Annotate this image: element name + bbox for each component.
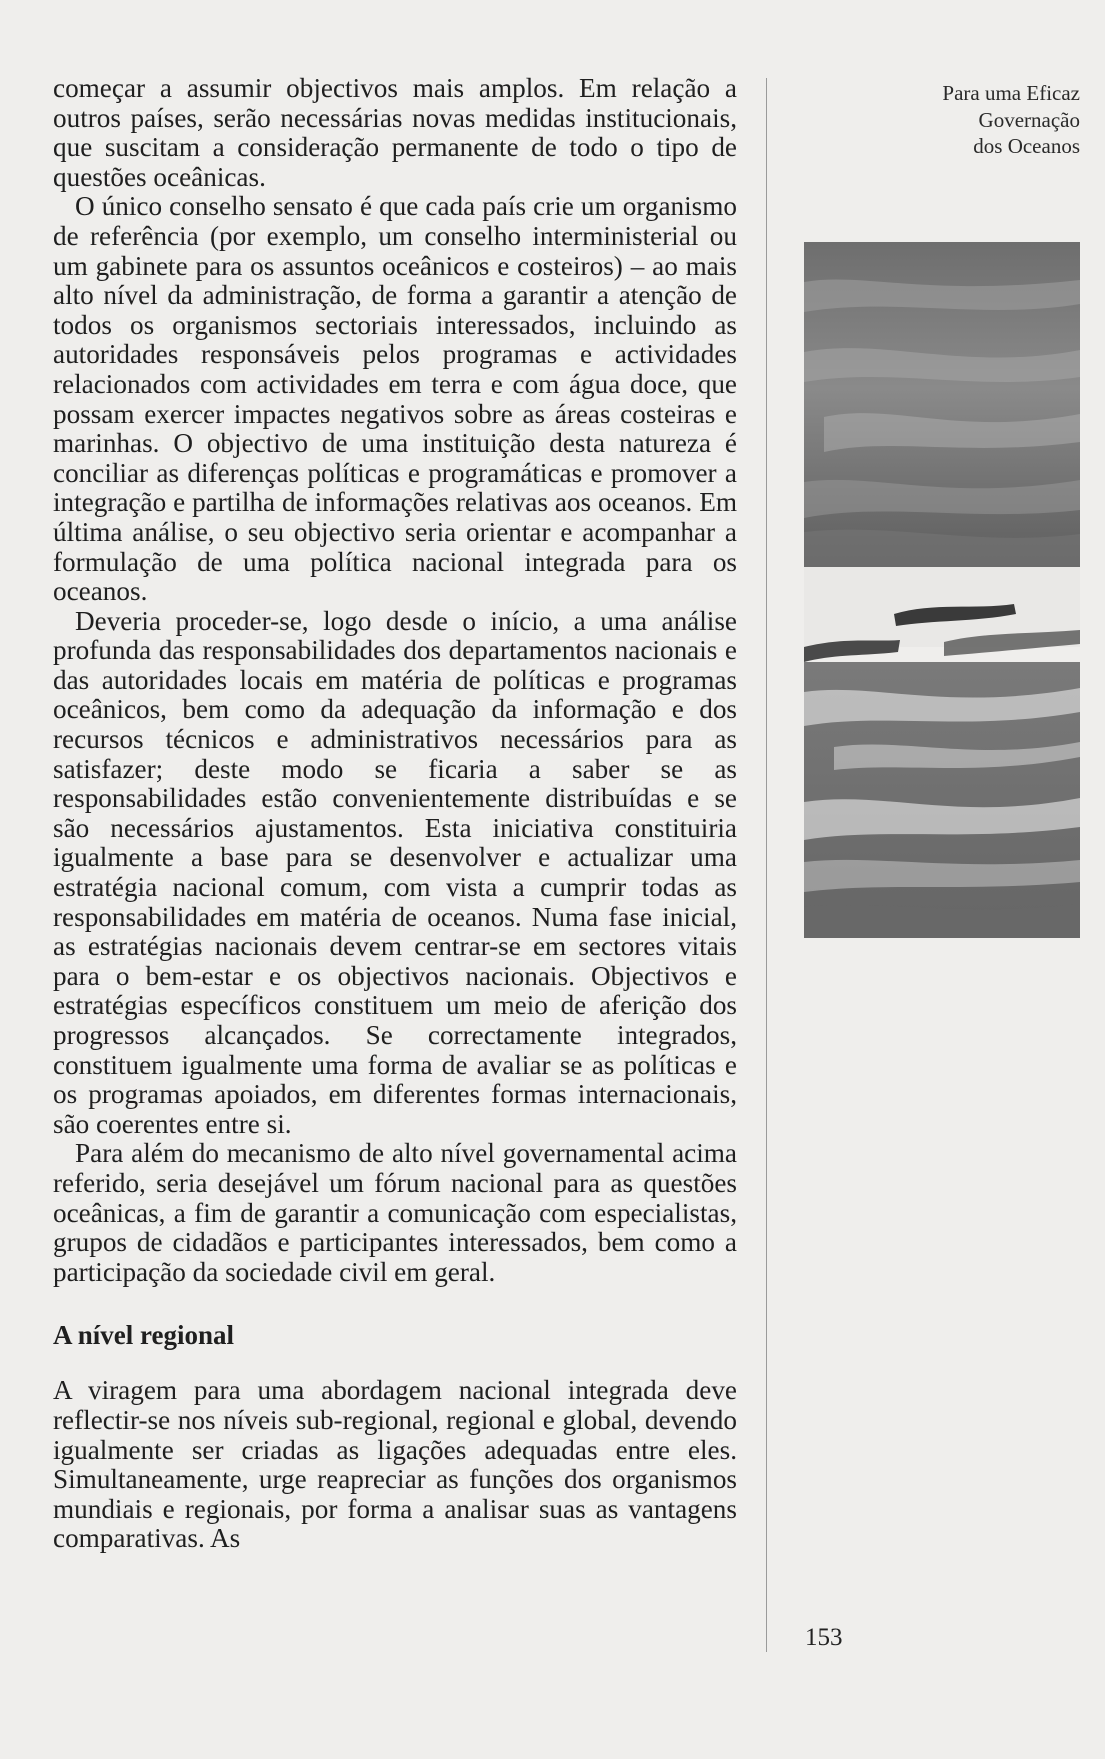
running-head-line-1: Para uma Eficaz <box>942 81 1080 105</box>
main-text-column <box>53 74 737 1554</box>
ocean-wave-photo <box>804 242 1080 938</box>
section-paragraph: A viragem para uma abordagem nacional integrada deve reflectir-se nos níveis sub-regional, regional e global, devendo igualmente ser criadas as ligações adequadas entre eles. Simultaneamente, urge reapreciar as funções dos organismos mundiais e regionais, por forma a analisar suas as vantagens comparativas. As <box>53 1375 737 1554</box>
paragraph-3: Deveria proceder-se, logo desde o início, a uma análise profunda das responsabilidades dos departamentos nacionais e das autoridades locais em matéria de políticas e programas oceânicos, bem como da adequação da informação e dos recursos técnicos e administrativos necessários para as satisfazer; deste modo se ficaria a saber se as responsabilidades estão convenientemente distribuídas e se são necessários ajustamentos. Esta iniciativa constituiria igualmente a base para se desenvolver e actualizar uma estratégia nacional comum, com vista a cumprir todas as responsabilidades em matéria de oceanos. Numa fase inicial, as estratégias nacionais devem centrar-se em sectores vitais para o bem-estar e os objectivos nacionais. Objectivos e estratégias específicos constituem um meio de aferição dos progressos alcançados. Se correctamente integrados, constituem igualmente uma forma de avaliar se as políticas e os programas apoiados, em diferentes formas internacionais, são coerentes entre si. <box>53 605 737 1139</box>
column-divider <box>766 78 767 1652</box>
running-head <box>880 80 1080 160</box>
paragraph-1: começar a assumir objectivos mais amplos. Em relação a outros países, serão necessárias novas medidas institucionais, que suscitam a consideração permanente de todo o tipo de questões oceânicas. <box>53 73 737 192</box>
section-heading: A nível regional <box>53 1320 235 1351</box>
ocean-wave-image <box>804 242 1080 938</box>
page-number: 153 <box>805 1624 843 1651</box>
running-head-line-2: Governação <box>978 107 1080 132</box>
paragraph-2: O único conselho sensato é que cada país crie um organismo de referência (por exemplo, um conselho interministerial ou um gabinete para os assuntos oceânicos e costeiros) – ao mais alto nível da administração, de forma a garantir a atenção de todos os organismos sectoriais interessados, incluindo as autoridades responsáveis pelos programas e actividades relacionados com actividades em terra e com água doce, que possam exercer impactes negativos sobre as áreas costeiras e marinhas. O objectivo de uma instituição desta natureza é conciliar as diferenças políticas e programáticas e promover a integração e partilha de informações relativas aos oceanos. Em última análise, o seu objectivo seria orientar e acompanhar a formulação de uma política nacional integrada para os oceanos. <box>53 191 737 607</box>
paragraph-4: Para além do mecanismo de alto nível governamental acima referido, seria desejável um fórum nacional para as questões oceânicas, a fim de garantir a comunicação com especialistas, grupos de cidadãos e participantes interessados, bem como a participação da sociedade civil em geral. <box>53 1138 737 1287</box>
running-head-line-3: dos Oceanos <box>973 134 1080 158</box>
